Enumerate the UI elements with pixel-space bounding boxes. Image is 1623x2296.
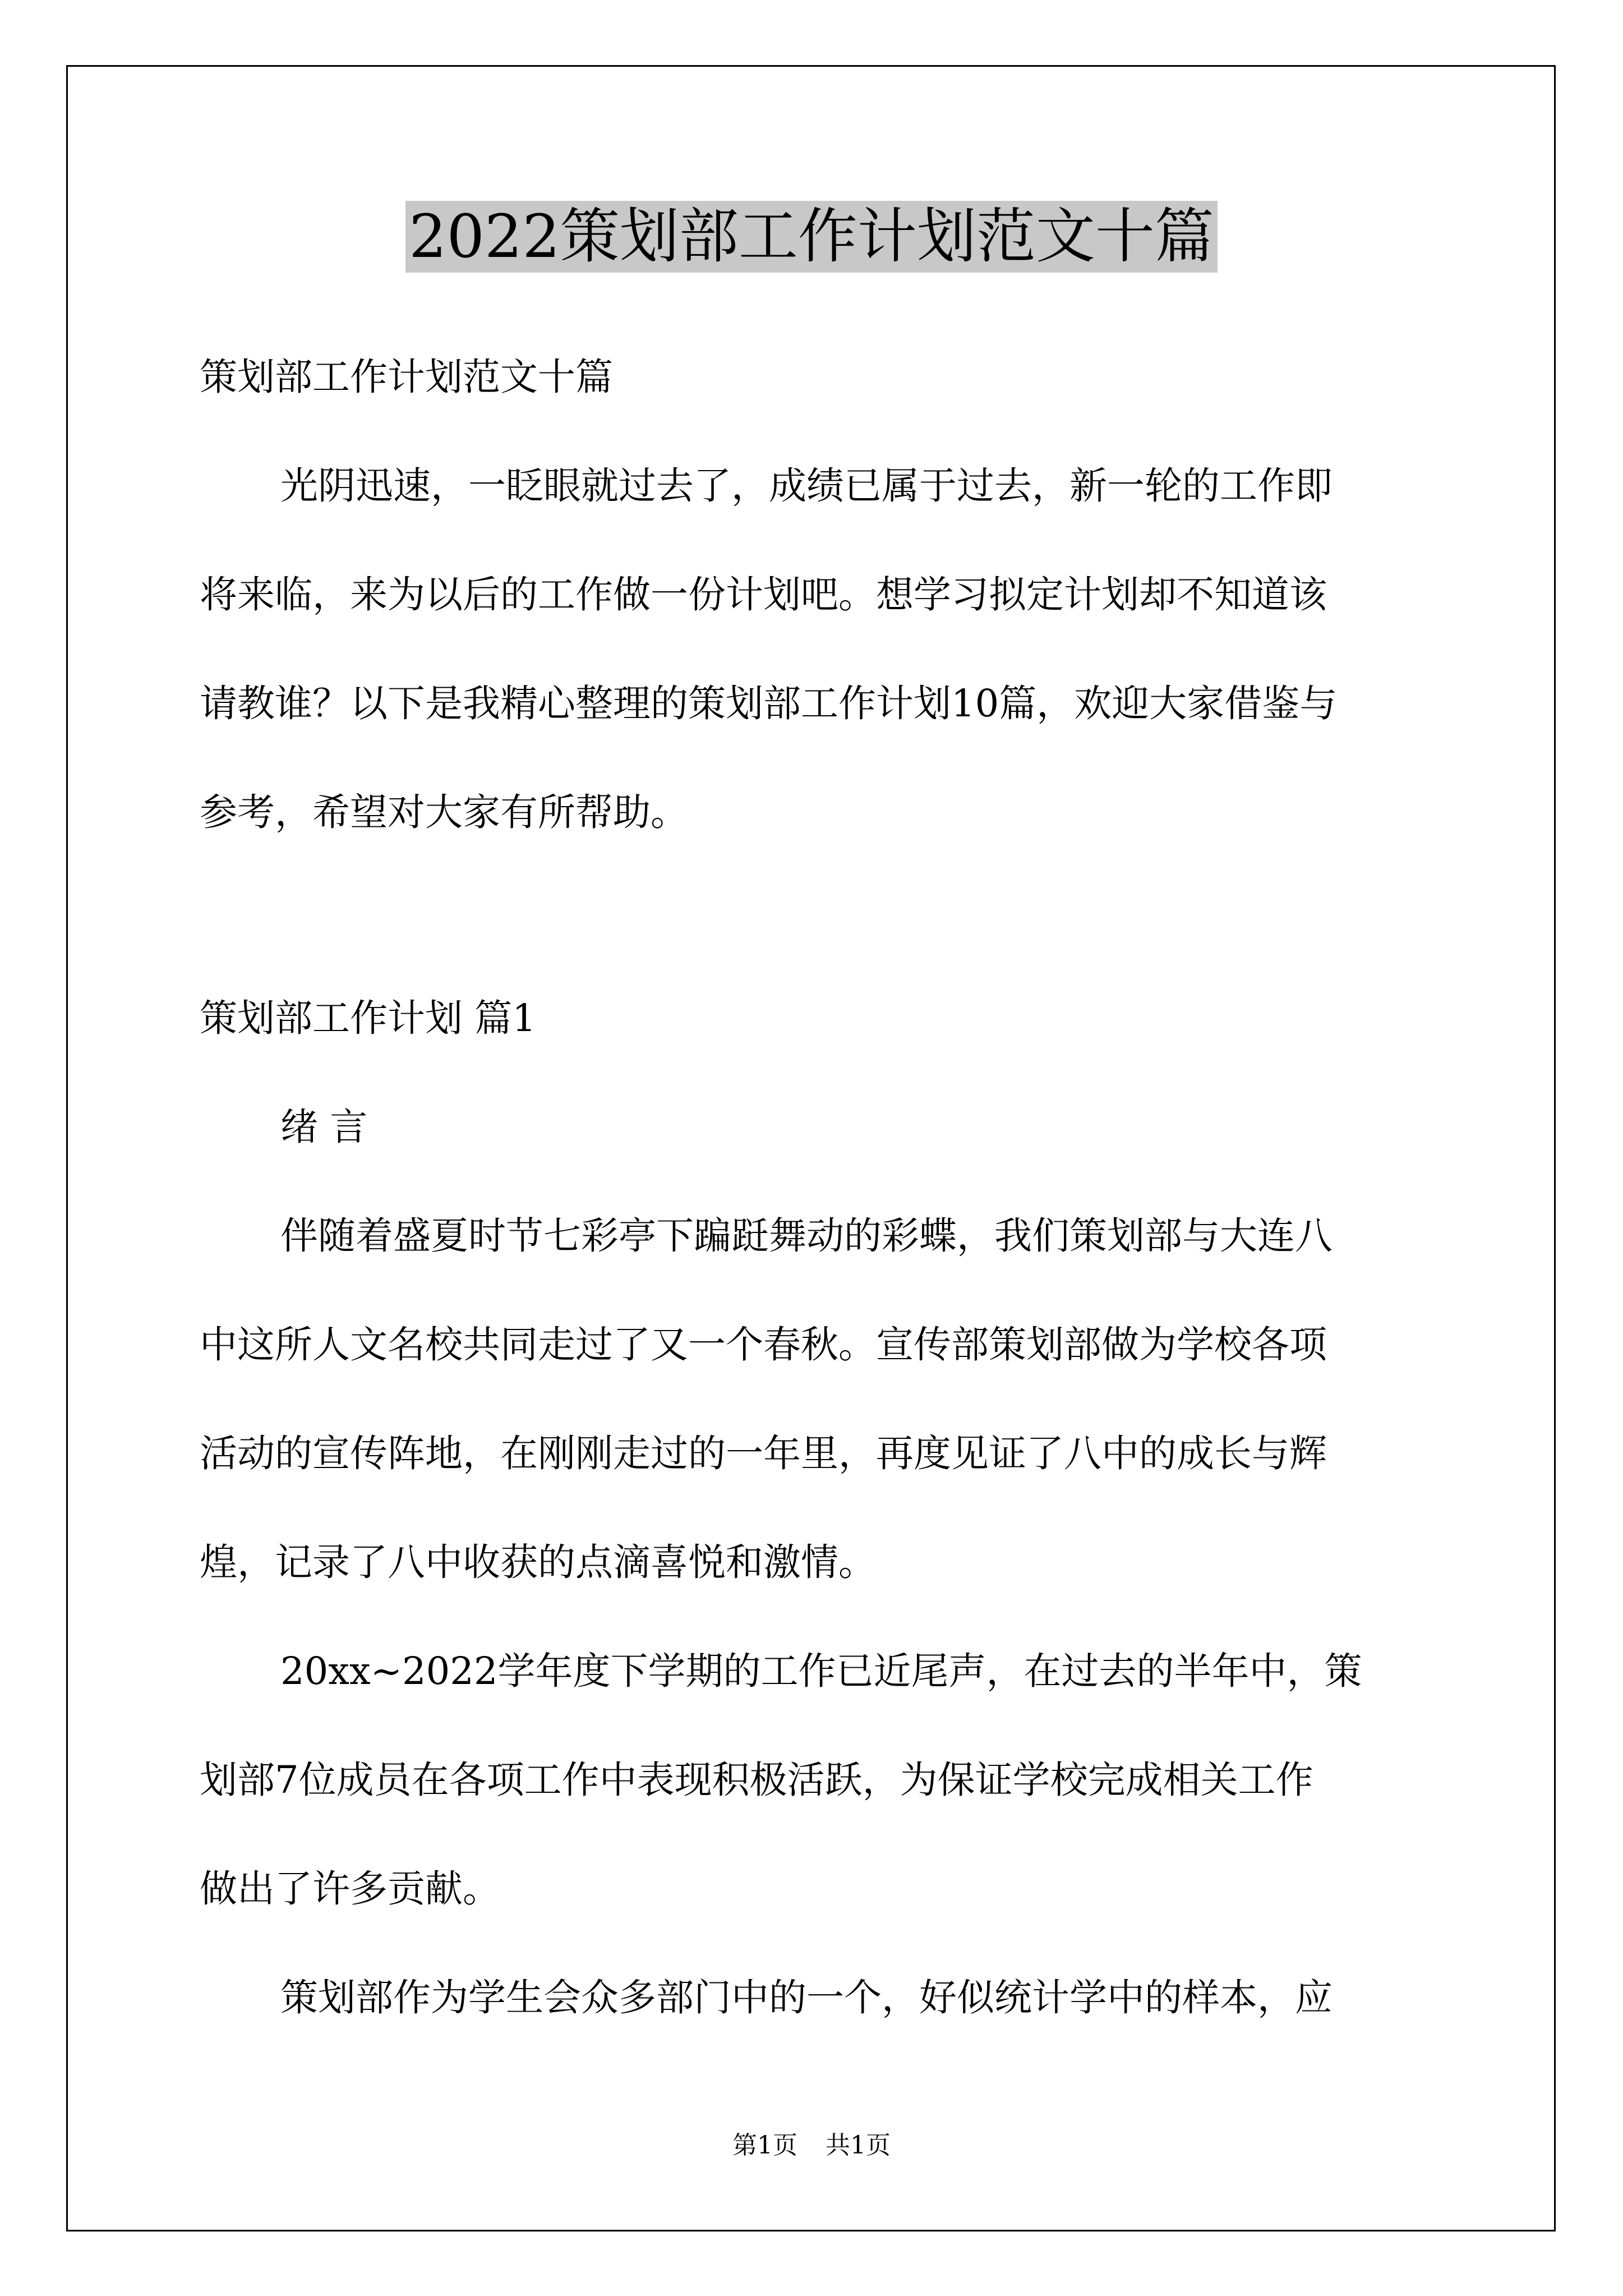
page-total: 共1页 xyxy=(826,2131,891,2160)
paragraph-line: 策划部作为学生会众多部门中的一个，好似统计学中的样本，应 xyxy=(280,1976,1332,2019)
paragraph-line: 20xx~2022学年度下学期的工作已近尾声，在过去的半年中，策 xyxy=(280,1649,1362,1693)
page-footer xyxy=(0,2131,1623,2161)
paragraph-line: 活动的宣传阵地，在刚刚走过的一年里，再度见证了八中的成长与辉 xyxy=(200,1432,1327,1475)
paragraph-line: 煌，记录了八中收获的点滴喜悦和激情。 xyxy=(200,1540,876,1584)
document-title-text: 2022策划部工作计划范文十篇 xyxy=(405,201,1218,273)
document-subtitle: 策划部工作计划范文十篇 xyxy=(200,355,613,399)
document-title xyxy=(0,201,1623,273)
intro-line: 请教谁？以下是我精心整理的策划部工作计划10篇，欢迎大家借鉴与 xyxy=(200,682,1338,725)
intro-line: 光阴迅速，一眨眼就过去了，成绩已属于过去，新一轮的工作即 xyxy=(280,464,1332,508)
intro-line: 参考，希望对大家有所帮助。 xyxy=(200,790,688,834)
paragraph-line: 划部7位成员在各项工作中表现积极活跃，为保证学校完成相关工作 xyxy=(200,1758,1313,1802)
intro-line: 将来临，来为以后的工作做一份计划吧。想学习拟定计划却不知道该 xyxy=(200,573,1327,616)
subheading: 绪 言 xyxy=(280,1105,368,1149)
paragraph-line: 做出了许多贡献。 xyxy=(200,1867,500,1911)
section-heading: 策划部工作计划 篇1 xyxy=(200,996,536,1040)
page-number: 第1页 xyxy=(732,2131,797,2160)
paragraph-line: 伴随着盛夏时节七彩亭下蹁跹舞动的彩蝶，我们策划部与大连八 xyxy=(280,1214,1332,1258)
paragraph-line: 中这所人文名校共同走过了又一个春秋。宣传部策划部做为学校各项 xyxy=(200,1323,1327,1366)
